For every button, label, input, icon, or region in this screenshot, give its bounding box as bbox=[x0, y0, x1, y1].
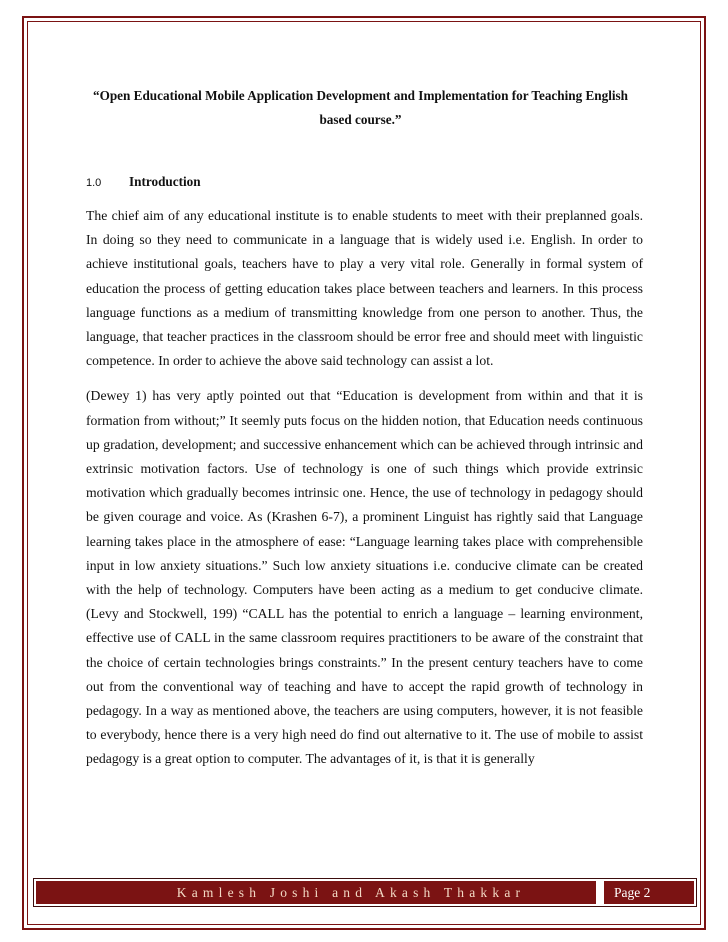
footer-page-number: Page 2 bbox=[604, 881, 694, 904]
page-footer bbox=[33, 878, 697, 907]
section-number: 1.0 bbox=[86, 177, 102, 189]
footer-authors: Kamlesh Joshi and Akash Thakkar bbox=[36, 881, 596, 904]
document-title: “Open Educational Mobile Application Development and Implementation for Teaching English based course.” bbox=[92, 88, 629, 127]
document-body bbox=[86, 84, 643, 772]
section-heading: Introduction bbox=[129, 174, 201, 189]
paragraph-1: The chief aim of any educational institute is to enable students to meet with their preplanned goals. In doing so they need to communicate in a language that is widely used i.e. English. In order to achieve institutional goals, teachers have to play a very vital role. Generally in formal system of education the process of getting education takes place between teachers and learners. In this process language functions as a medium of transmitting knowledge from one person to another. Thus, the language, that teacher practices in the classroom should be error free and should meet with linguistic competence. In order to achieve the above said technology can assist a lot. bbox=[86, 208, 643, 369]
paragraph-2: (Dewey 1) has very aptly pointed out that “Education is development from within and that it is formation from without;” It seemly puts focus on the hidden notion, that Education needs continuous up gradation, development; and successive enhancement which can be achieved through intrinsic and extrinsic motivation factors. Use of technology is one of such things which provide extrinsic motivation which gradually becomes intrinsic one. Hence, the use of technology in pedagogy should be given courage and voice. As (Krashen 6-7), a prominent Linguist has rightly said that Language learning takes place in the atmosphere of ease: “Language learning takes place with comprehensible input in low anxiety situations.” Such low anxiety situations i.e. conducive climate can be created with the help of technology. Computers have been acting as a medium to get conducive climate. (Levy and Stockwell, 199) “CALL has the potential to enrich a language – learning environment, effective use of CALL in the same classroom requires practitioners to be aware of the constraint that the choice of certain technologies brings constraints.” In the present century teachers have to come out from the conventional way of teaching and have to accept the rapid growth of technology in pedagogy. In a way as mentioned above, the teachers are using computers, however, it is not feasible to everybody, hence there is a very high need do find out alternative to it. The use of mobile to assist pedagogy is a great option to computer. The advantages of it, is that it is generally bbox=[86, 388, 643, 767]
section-header bbox=[86, 174, 643, 190]
